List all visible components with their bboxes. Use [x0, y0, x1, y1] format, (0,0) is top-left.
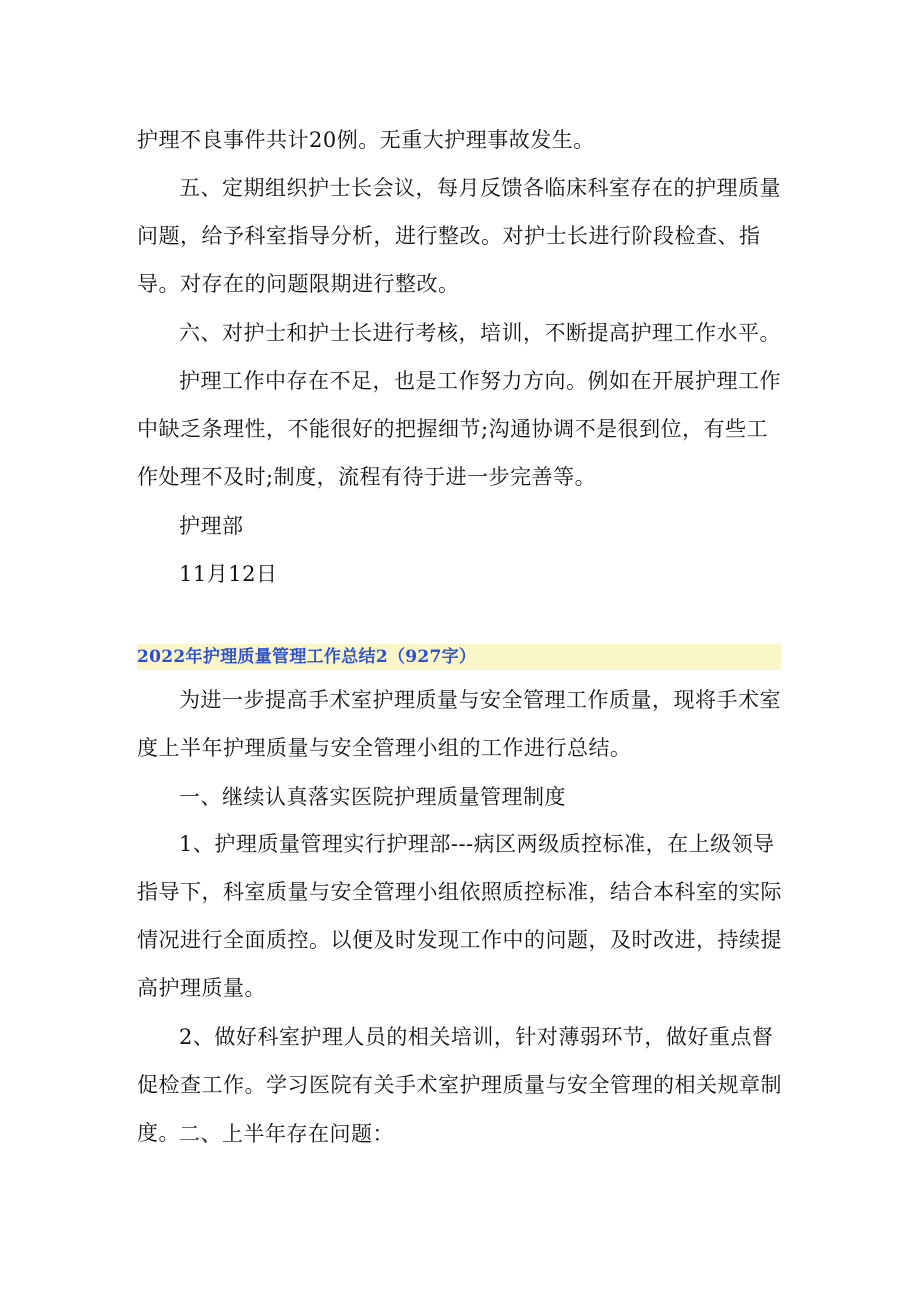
paragraph-adverse-events: 护理不良事件共计20例。无重大护理事故发生。	[137, 128, 595, 152]
paragraph-shortcomings: 护理工作中存在不足，也是工作努力方向。例如在开展护理工作中缺乏条理性，不能很好的把握细节;沟通协调不是很到位，有些工作处理不及时;制度，流程有待于进一步完善等。	[137, 369, 781, 489]
paragraph-section-two: 二、上半年存在问题：	[179, 1122, 394, 1146]
date: 11月12日	[179, 562, 278, 586]
signature: 护理部	[179, 514, 244, 538]
section-heading: 2022年护理质量管理工作总结2（927字）	[137, 644, 781, 670]
paragraph-section-one: 一、继续认真落实医院护理质量管理制度	[179, 785, 566, 809]
paragraph-item-five: 五、定期组织护士长会议，每月反馈各临床科室存在的护理质量问题，给予科室指导分析，进行整改。对护士长进行阶段检查、指导。对存在的问题限期进行整改。	[137, 176, 781, 296]
paragraph-intro: 为进一步提高手术室护理质量与安全管理工作质量，现将手术室度上半年护理质量与安全管理小组的工作进行总结。	[137, 688, 781, 760]
paragraph-item-six: 六、对护士和护士长进行考核，培训，不断提高护理工作水平。	[179, 321, 781, 345]
paragraph-item-2: 2、做好科室护理人员的相关培训，针对薄弱环节，做好重点督促检查工作。学习医院有关手术室护理质量与安全管理的相关规章制度。	[137, 1025, 782, 1145]
paragraph-item-1: 1、护理质量管理实行护理部---病区两级质控标准，在上级领导指导下，科室质量与安全管理小组依照质控标准，结合本科室的实际情况进行全面质控。以便及时发现工作中的问题，及时改进，持续提高护理质量。	[137, 832, 782, 1000]
